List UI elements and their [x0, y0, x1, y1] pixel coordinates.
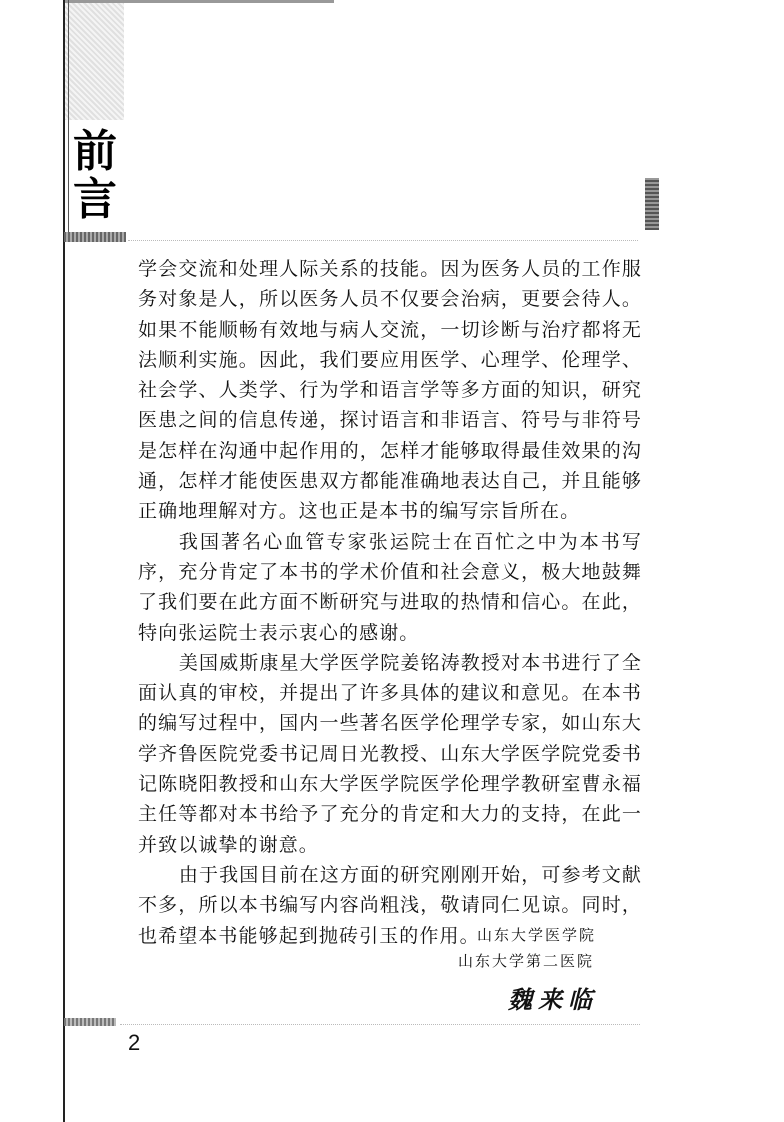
top-decorative-strip	[64, 0, 124, 120]
top-rule	[64, 0, 334, 3]
paragraph-1: 学会交流和处理人际关系的技能。因为医务人员的工作服务对象是人，所以医务人员不仅要会治病，更要会待人。如果不能顺畅有效地与病人交流，一切诊断与治疗都将无法顺利实施。因此，我们要应用医学、心理学、伦理学、社会学、人类学、行为学和语言学等多方面的知识，研究医患之间的信息传递，探讨语言和非语言、符号与非符号是怎样在沟通中起作用的，怎样才能够取得最佳效果的沟通，怎样才能使医患双方都能准确地表达自己，并且能够正确地理解对方。这也正是本书的编写宗旨所在。	[138, 258, 642, 523]
signature-name: 魏来临	[508, 985, 598, 1014]
heading-char-1: 前	[73, 126, 117, 177]
footer-dotted-line	[120, 1024, 640, 1025]
paragraph-3: 美国威斯康星大学医学院姜铭涛教授对本书进行了全面认真的审校，并提出了许多具体的建议和意见。在本书的编写过程中，国内一些著名医学伦理学专家，如山东大学齐鲁医院党委书记周日光教授、山东大学医学院党委书记陈晓阳教授和山东大学医学院医学伦理学教研室曹永福主任等都对本书给予了充分的肯定和大力的支持，在此一并致以诚挚的谢意。	[138, 651, 642, 856]
footer-bar	[64, 1018, 116, 1026]
right-edge-tab	[645, 178, 659, 230]
heading-char-2: 言	[73, 174, 117, 225]
page-number: 2	[128, 1030, 141, 1055]
heading-underbar	[64, 232, 126, 242]
preface-body	[138, 254, 642, 951]
left-margin-rule	[63, 0, 65, 1122]
signature-affiliation-2: 山东大学第二医院	[457, 952, 594, 970]
chapter-heading	[66, 128, 124, 224]
paragraph-4: 由于我国目前在这方面的研究刚刚开始，可参考文献不多，所以本书编写内容尚粗浅，敬请同仁见谅。同时，也希望本书能够起到抛砖引玉的作用。	[138, 863, 642, 947]
paragraph-2: 我国著名心血管专家张运院士在百忙之中为本书写序，充分肯定了本书的学术价值和社会意义，极大地鼓舞了我们要在此方面不断研究与进取的热情和信心。在此，特向张运院士表示衷心的感谢。	[138, 530, 642, 644]
signature-affiliation-1: 山东大学医学院	[476, 926, 596, 944]
header-dotted-line	[128, 240, 638, 241]
